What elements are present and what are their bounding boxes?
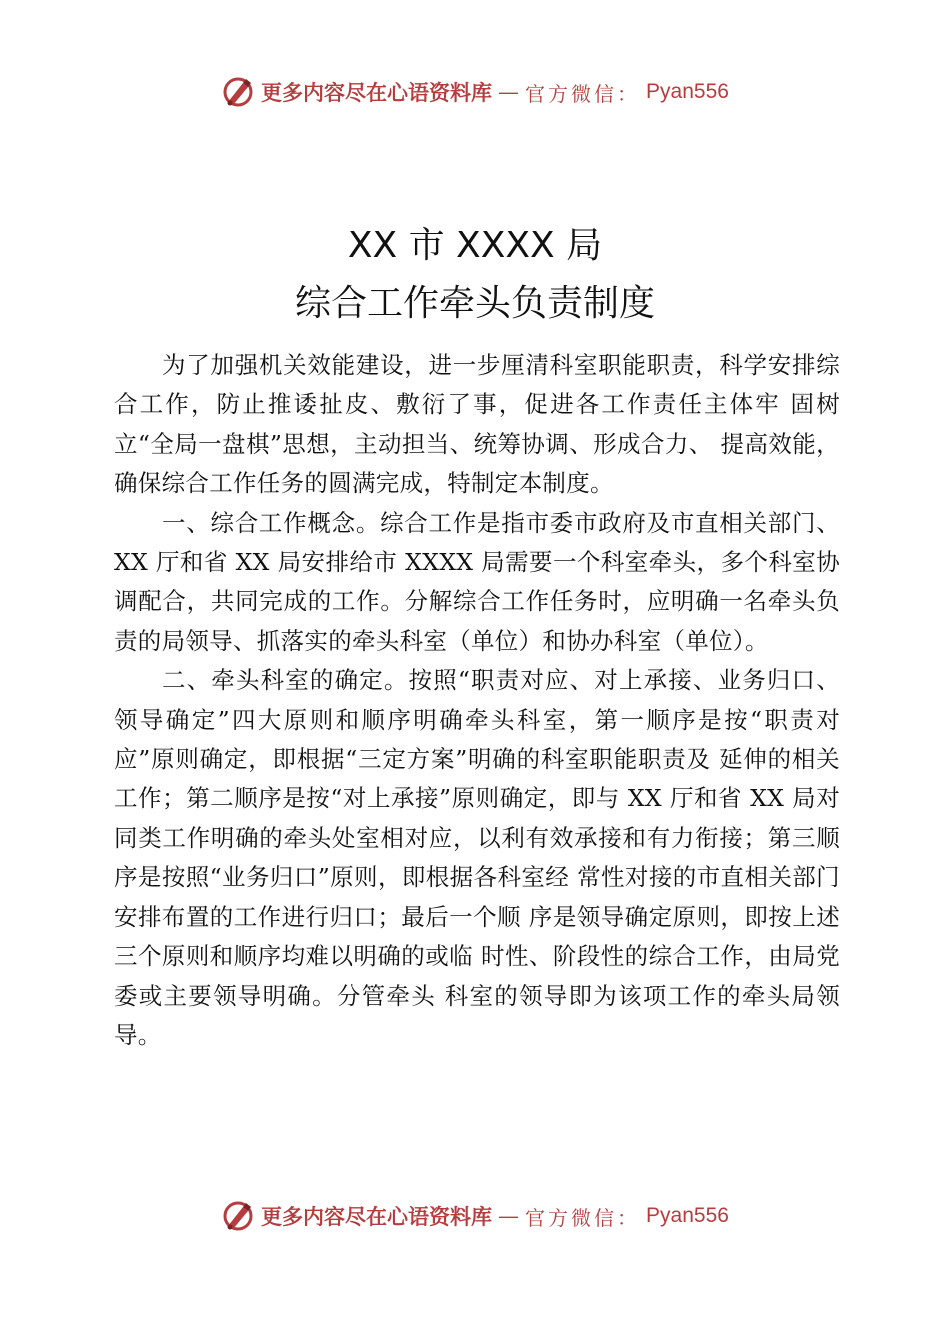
banner-official-label: 官方微信：	[525, 81, 641, 106]
paragraph-section-2: 二、牵头科室的确定。按照“职责对应、对上承接、业务归口、领导确定”四大原则和顺序明确牵头科室，第一顺序是按“职责对应”原则确定，即根据“三定方案”明确的科室职能职责及 延伸的相关工作；第二顺序是按“对上承接”原则确定，即与 XX 厅和省 XX 局对同类工作明确的牵头处室相对应，以利有效承接和有力衔接；第三顺序是按照“业务归口”原则，即根据各科室经 常性对接的市直相关部门安排布置的工作进行归口；最后一个顺 序是领导确定原则，即按上述三个原则和顺序均难以明确的或临 时性、阶段性的综合工作，由局党委或主要领导明确。分管牵头 科室的领导即为该项工作的牵头局领导。	[114, 666, 840, 1049]
document-title-line2: 综合工作牵头负责制度	[294, 283, 655, 324]
banner-wechat-id: Pyan556	[646, 80, 729, 103]
banner-text: 更多内容尽在心语资料库	[261, 80, 493, 105]
paragraph-intro: 为了加强机关效能建设，进一步厘清科室职能职责，科学安排综合工作，防止推诿扯皮、敷衍了事，促进各工作责任主体牢 固树立“全局一盘棋”思想，主动担当、统筹协调、形成合力、 提高效能，确保综合工作任务的圆满完成，特制定本制度。	[114, 351, 840, 498]
document-title-line1: XX 市 XXXX 局	[347, 225, 603, 266]
pen-logo-icon	[221, 75, 255, 109]
banner-dash: —	[498, 1204, 520, 1228]
footer-banner	[0, 1196, 950, 1236]
banner-text: 更多内容尽在心语资料库	[261, 1204, 493, 1229]
paragraph-section-1: 一、综合工作概念。综合工作是指市委市政府及市直相关部门、XX 厅和省 XX 局安排给市 XXXX 局需要一个科室牵头，多个科室协调配合，共同完成的工作。分解综合工作任务时，应明确一名牵头负责的局领导、抓落实的牵头科室（单位）和协办科室（单位）。	[114, 508, 840, 655]
document-body	[114, 346, 840, 1055]
banner-dash: —	[498, 80, 520, 104]
banner-official-label: 官方微信：	[525, 1205, 641, 1230]
pen-logo-icon	[221, 1199, 255, 1233]
banner-wechat-id: Pyan556	[646, 1204, 729, 1227]
header-banner	[0, 72, 950, 112]
